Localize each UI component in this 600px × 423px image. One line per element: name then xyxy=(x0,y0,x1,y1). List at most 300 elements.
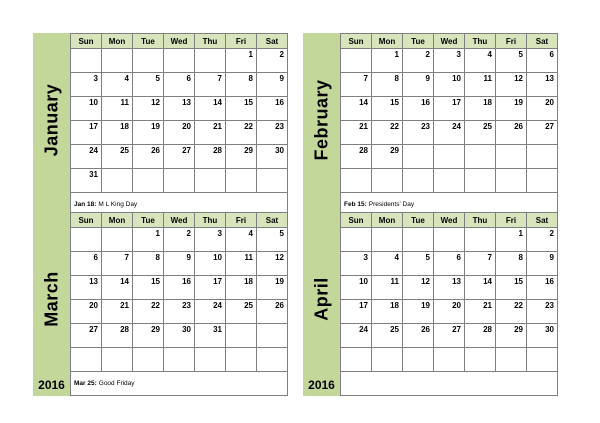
day-cell xyxy=(527,324,558,348)
week-row xyxy=(71,49,288,73)
day-cell xyxy=(403,228,434,252)
day-cell xyxy=(496,49,527,73)
day-number xyxy=(496,169,526,179)
day-cell xyxy=(164,97,195,121)
day-cell xyxy=(341,324,372,348)
day-number: 8 xyxy=(394,74,399,83)
day-cell xyxy=(195,97,226,121)
day-cell xyxy=(496,97,527,121)
day-cell xyxy=(496,252,527,276)
day-cell xyxy=(465,300,496,324)
day-number: 18 xyxy=(390,301,399,310)
day-cell xyxy=(465,121,496,145)
day-number: 8 xyxy=(248,74,253,83)
day-cell xyxy=(226,169,257,193)
day-cell xyxy=(71,169,102,193)
weekday-header: Thu xyxy=(195,34,226,49)
day-number: 4 xyxy=(124,74,129,83)
week-row xyxy=(341,145,558,169)
day-cell xyxy=(465,49,496,73)
weekday-header: Thu xyxy=(195,213,226,228)
day-number: 23 xyxy=(182,301,191,310)
weekday-header: Mon xyxy=(102,34,133,49)
weekday-header: Sun xyxy=(341,34,372,49)
day-number: 14 xyxy=(483,277,492,286)
day-cell xyxy=(465,169,496,193)
day-cell xyxy=(257,252,288,276)
day-cell xyxy=(195,348,226,372)
day-cell xyxy=(133,73,164,97)
week-row xyxy=(71,324,288,348)
day-number xyxy=(102,49,132,59)
month-block-march xyxy=(33,212,288,396)
day-number xyxy=(226,169,256,179)
month-grid xyxy=(70,33,288,193)
day-cell xyxy=(341,73,372,97)
day-number xyxy=(341,228,371,238)
day-number xyxy=(527,145,557,155)
day-number: 19 xyxy=(275,277,284,286)
day-number: 22 xyxy=(514,301,523,310)
day-cell xyxy=(527,145,558,169)
holiday-name: M L King Day xyxy=(98,200,138,208)
day-cell xyxy=(527,97,558,121)
day-cell xyxy=(133,228,164,252)
week-row xyxy=(341,73,558,97)
day-cell xyxy=(133,97,164,121)
day-cell xyxy=(372,252,403,276)
weekday-header: Thu xyxy=(465,34,496,49)
day-cell xyxy=(133,121,164,145)
day-number: 17 xyxy=(213,277,222,286)
day-cell xyxy=(71,73,102,97)
day-number: 29 xyxy=(390,146,399,155)
day-cell xyxy=(434,252,465,276)
day-number: 9 xyxy=(186,253,191,262)
day-cell xyxy=(226,300,257,324)
year-label: 2016 xyxy=(308,378,335,392)
weekday-header: Wed xyxy=(434,34,465,49)
day-number: 20 xyxy=(545,98,554,107)
day-cell xyxy=(257,49,288,73)
day-number: 27 xyxy=(452,325,461,334)
day-number: 12 xyxy=(514,74,523,83)
month-name: April xyxy=(311,277,331,321)
day-number: 29 xyxy=(244,146,253,155)
weekday-header: Fri xyxy=(496,213,527,228)
month-side-band xyxy=(33,33,70,217)
day-number: 4 xyxy=(248,229,253,238)
day-number: 30 xyxy=(545,325,554,334)
day-number: 1 xyxy=(394,50,399,59)
day-number: 28 xyxy=(359,146,368,155)
month-block-january xyxy=(33,33,288,217)
day-cell xyxy=(341,121,372,145)
day-number xyxy=(403,145,433,155)
day-cell xyxy=(527,228,558,252)
day-number: 16 xyxy=(545,277,554,286)
day-cell xyxy=(133,169,164,193)
day-number: 12 xyxy=(421,277,430,286)
day-cell xyxy=(465,145,496,169)
day-cell xyxy=(102,97,133,121)
day-number: 6 xyxy=(456,253,461,262)
day-number xyxy=(465,169,495,179)
day-cell xyxy=(164,73,195,97)
day-number: 31 xyxy=(89,170,98,179)
day-number xyxy=(226,324,256,334)
day-number xyxy=(527,348,557,358)
day-cell xyxy=(465,73,496,97)
day-number: 2 xyxy=(425,50,430,59)
day-cell xyxy=(403,252,434,276)
day-cell xyxy=(102,73,133,97)
day-cell xyxy=(341,252,372,276)
day-number: 10 xyxy=(359,277,368,286)
day-cell xyxy=(403,276,434,300)
day-number xyxy=(372,169,402,179)
day-number: 12 xyxy=(275,253,284,262)
day-number: 21 xyxy=(213,122,222,131)
day-cell xyxy=(71,49,102,73)
day-number: 11 xyxy=(120,98,129,107)
day-number: 2 xyxy=(549,229,554,238)
day-cell xyxy=(195,252,226,276)
day-number: 30 xyxy=(182,325,191,334)
weekday-header: Wed xyxy=(434,213,465,228)
day-number: 31 xyxy=(213,325,222,334)
day-number: 1 xyxy=(518,229,523,238)
day-cell xyxy=(496,348,527,372)
day-number: 5 xyxy=(279,229,284,238)
day-number: 7 xyxy=(487,253,492,262)
day-cell xyxy=(257,97,288,121)
day-number: 5 xyxy=(155,74,160,83)
day-cell xyxy=(71,348,102,372)
day-number: 25 xyxy=(390,325,399,334)
day-cell xyxy=(195,121,226,145)
week-row xyxy=(341,49,558,73)
week-row xyxy=(71,252,288,276)
week-row xyxy=(341,324,558,348)
day-number: 12 xyxy=(151,98,160,107)
day-number: 9 xyxy=(279,74,284,83)
day-number: 19 xyxy=(421,301,430,310)
week-row xyxy=(341,276,558,300)
day-cell xyxy=(496,300,527,324)
day-number: 22 xyxy=(390,122,399,131)
day-cell xyxy=(71,121,102,145)
day-cell xyxy=(372,228,403,252)
day-cell xyxy=(341,169,372,193)
day-number: 13 xyxy=(89,277,98,286)
day-cell xyxy=(164,324,195,348)
day-number: 9 xyxy=(425,74,430,83)
day-cell xyxy=(257,121,288,145)
weekday-header: Sun xyxy=(71,213,102,228)
day-number xyxy=(434,169,464,179)
month-side-band xyxy=(303,212,340,396)
day-cell xyxy=(133,145,164,169)
day-number xyxy=(133,169,163,179)
day-number xyxy=(71,228,101,238)
day-number: 19 xyxy=(151,122,160,131)
day-cell xyxy=(164,276,195,300)
day-cell xyxy=(195,145,226,169)
day-cell xyxy=(403,169,434,193)
day-cell xyxy=(164,228,195,252)
year-label: 2016 xyxy=(38,378,65,392)
week-row xyxy=(341,300,558,324)
month-name: March xyxy=(41,271,61,327)
month-block-february xyxy=(303,33,558,217)
day-number: 17 xyxy=(452,98,461,107)
day-number xyxy=(195,169,225,179)
weekday-header: Tue xyxy=(403,34,434,49)
holiday-date: Mar 25: xyxy=(74,379,97,387)
day-number xyxy=(71,49,101,59)
day-number: 3 xyxy=(93,74,98,83)
month-block-april xyxy=(303,212,558,396)
day-cell xyxy=(496,169,527,193)
day-number xyxy=(133,49,163,59)
day-number: 15 xyxy=(514,277,523,286)
day-number xyxy=(226,348,256,358)
day-number: 28 xyxy=(213,146,222,155)
weekday-header: Sat xyxy=(257,34,288,49)
day-number: 6 xyxy=(93,253,98,262)
day-cell xyxy=(434,228,465,252)
day-cell xyxy=(164,300,195,324)
day-number: 22 xyxy=(151,301,160,310)
week-row xyxy=(71,228,288,252)
weekday-header: Wed xyxy=(164,34,195,49)
day-cell xyxy=(102,145,133,169)
holiday-note xyxy=(70,371,288,396)
day-cell xyxy=(195,324,226,348)
day-cell xyxy=(226,348,257,372)
day-number: 9 xyxy=(549,253,554,262)
day-number: 1 xyxy=(248,50,253,59)
day-cell xyxy=(434,324,465,348)
day-number: 13 xyxy=(545,74,554,83)
day-cell xyxy=(434,169,465,193)
month-side-band xyxy=(303,33,340,217)
day-cell xyxy=(102,169,133,193)
day-cell xyxy=(403,145,434,169)
day-number: 28 xyxy=(483,325,492,334)
day-cell xyxy=(372,49,403,73)
day-cell xyxy=(257,228,288,252)
day-number: 10 xyxy=(89,98,98,107)
month-grid xyxy=(340,212,558,372)
day-cell xyxy=(372,324,403,348)
day-number: 3 xyxy=(363,253,368,262)
day-cell xyxy=(527,252,558,276)
day-cell xyxy=(527,73,558,97)
day-number xyxy=(195,49,225,59)
weekday-header: Mon xyxy=(102,213,133,228)
day-number: 4 xyxy=(394,253,399,262)
day-cell xyxy=(527,169,558,193)
day-cell xyxy=(465,97,496,121)
weekday-header: Tue xyxy=(133,34,164,49)
day-cell xyxy=(133,49,164,73)
day-cell xyxy=(496,73,527,97)
day-number: 23 xyxy=(421,122,430,131)
day-cell xyxy=(195,228,226,252)
day-number: 25 xyxy=(244,301,253,310)
day-number: 27 xyxy=(545,122,554,131)
day-number: 7 xyxy=(217,74,222,83)
week-row xyxy=(71,169,288,193)
day-number: 21 xyxy=(483,301,492,310)
day-cell xyxy=(226,228,257,252)
day-cell xyxy=(496,145,527,169)
day-cell xyxy=(527,49,558,73)
month-side-band xyxy=(33,212,70,396)
week-row xyxy=(341,169,558,193)
day-number: 18 xyxy=(483,98,492,107)
day-number xyxy=(434,348,464,358)
day-cell xyxy=(195,169,226,193)
day-number xyxy=(257,169,287,179)
day-cell xyxy=(102,228,133,252)
day-number: 6 xyxy=(186,74,191,83)
day-number xyxy=(341,348,371,358)
weekday-header: Tue xyxy=(133,213,164,228)
day-cell xyxy=(71,145,102,169)
day-cell xyxy=(403,300,434,324)
day-cell xyxy=(133,300,164,324)
day-number: 3 xyxy=(456,50,461,59)
day-number: 11 xyxy=(244,253,253,262)
week-row xyxy=(71,145,288,169)
holiday-name: Presidents' Day xyxy=(368,200,415,208)
day-number: 16 xyxy=(275,98,284,107)
day-cell xyxy=(195,73,226,97)
day-cell xyxy=(372,276,403,300)
day-number xyxy=(257,348,287,358)
day-number: 29 xyxy=(514,325,523,334)
day-number xyxy=(403,228,433,238)
week-row xyxy=(71,73,288,97)
day-number: 15 xyxy=(244,98,253,107)
day-cell xyxy=(496,276,527,300)
day-cell xyxy=(257,73,288,97)
day-number xyxy=(164,169,194,179)
day-number: 21 xyxy=(120,301,129,310)
day-cell xyxy=(341,145,372,169)
day-number: 15 xyxy=(151,277,160,286)
day-number: 8 xyxy=(155,253,160,262)
holiday-name: Good Friday xyxy=(98,379,135,387)
holiday-note xyxy=(340,371,558,396)
weekday-header: Sat xyxy=(527,34,558,49)
day-number: 16 xyxy=(182,277,191,286)
day-cell xyxy=(403,121,434,145)
day-cell xyxy=(226,49,257,73)
day-number: 7 xyxy=(124,253,129,262)
day-cell xyxy=(496,121,527,145)
day-cell xyxy=(341,348,372,372)
month-grid xyxy=(340,33,558,193)
day-number: 14 xyxy=(213,98,222,107)
day-cell xyxy=(403,97,434,121)
day-cell xyxy=(257,145,288,169)
day-number: 24 xyxy=(452,122,461,131)
day-cell xyxy=(195,49,226,73)
day-cell xyxy=(434,97,465,121)
day-number: 13 xyxy=(182,98,191,107)
day-number: 26 xyxy=(421,325,430,334)
day-number: 17 xyxy=(359,301,368,310)
day-cell xyxy=(465,228,496,252)
day-cell xyxy=(102,121,133,145)
day-number: 15 xyxy=(390,98,399,107)
day-cell xyxy=(71,300,102,324)
day-cell xyxy=(372,348,403,372)
day-cell xyxy=(257,300,288,324)
weekday-header: Fri xyxy=(226,34,257,49)
day-number: 6 xyxy=(549,50,554,59)
day-number: 25 xyxy=(483,122,492,131)
holiday-date: Jan 18: xyxy=(74,200,97,208)
day-cell xyxy=(403,348,434,372)
day-cell xyxy=(341,97,372,121)
day-cell xyxy=(164,252,195,276)
week-row xyxy=(71,300,288,324)
day-number xyxy=(164,348,194,358)
day-number: 23 xyxy=(545,301,554,310)
day-number xyxy=(372,228,402,238)
day-number: 3 xyxy=(217,229,222,238)
week-row xyxy=(71,348,288,372)
day-cell xyxy=(164,49,195,73)
day-number xyxy=(465,145,495,155)
week-row xyxy=(71,97,288,121)
holiday-date: Feb 15: xyxy=(344,200,367,208)
day-cell xyxy=(372,73,403,97)
day-number xyxy=(372,348,402,358)
day-number: 1 xyxy=(155,229,160,238)
day-number: 18 xyxy=(120,122,129,131)
day-cell xyxy=(71,276,102,300)
day-cell xyxy=(226,252,257,276)
day-cell xyxy=(133,348,164,372)
day-cell xyxy=(133,324,164,348)
day-cell xyxy=(372,169,403,193)
day-cell xyxy=(434,145,465,169)
day-cell xyxy=(527,300,558,324)
day-number: 20 xyxy=(452,301,461,310)
day-cell xyxy=(527,121,558,145)
day-number: 26 xyxy=(151,146,160,155)
day-cell xyxy=(257,324,288,348)
day-cell xyxy=(102,300,133,324)
day-cell xyxy=(434,121,465,145)
day-cell xyxy=(465,276,496,300)
day-cell xyxy=(372,121,403,145)
day-cell xyxy=(226,145,257,169)
week-row xyxy=(71,121,288,145)
day-cell xyxy=(133,252,164,276)
day-cell xyxy=(465,252,496,276)
day-cell xyxy=(434,49,465,73)
day-number: 7 xyxy=(363,74,368,83)
day-number: 23 xyxy=(275,122,284,131)
day-cell xyxy=(257,348,288,372)
